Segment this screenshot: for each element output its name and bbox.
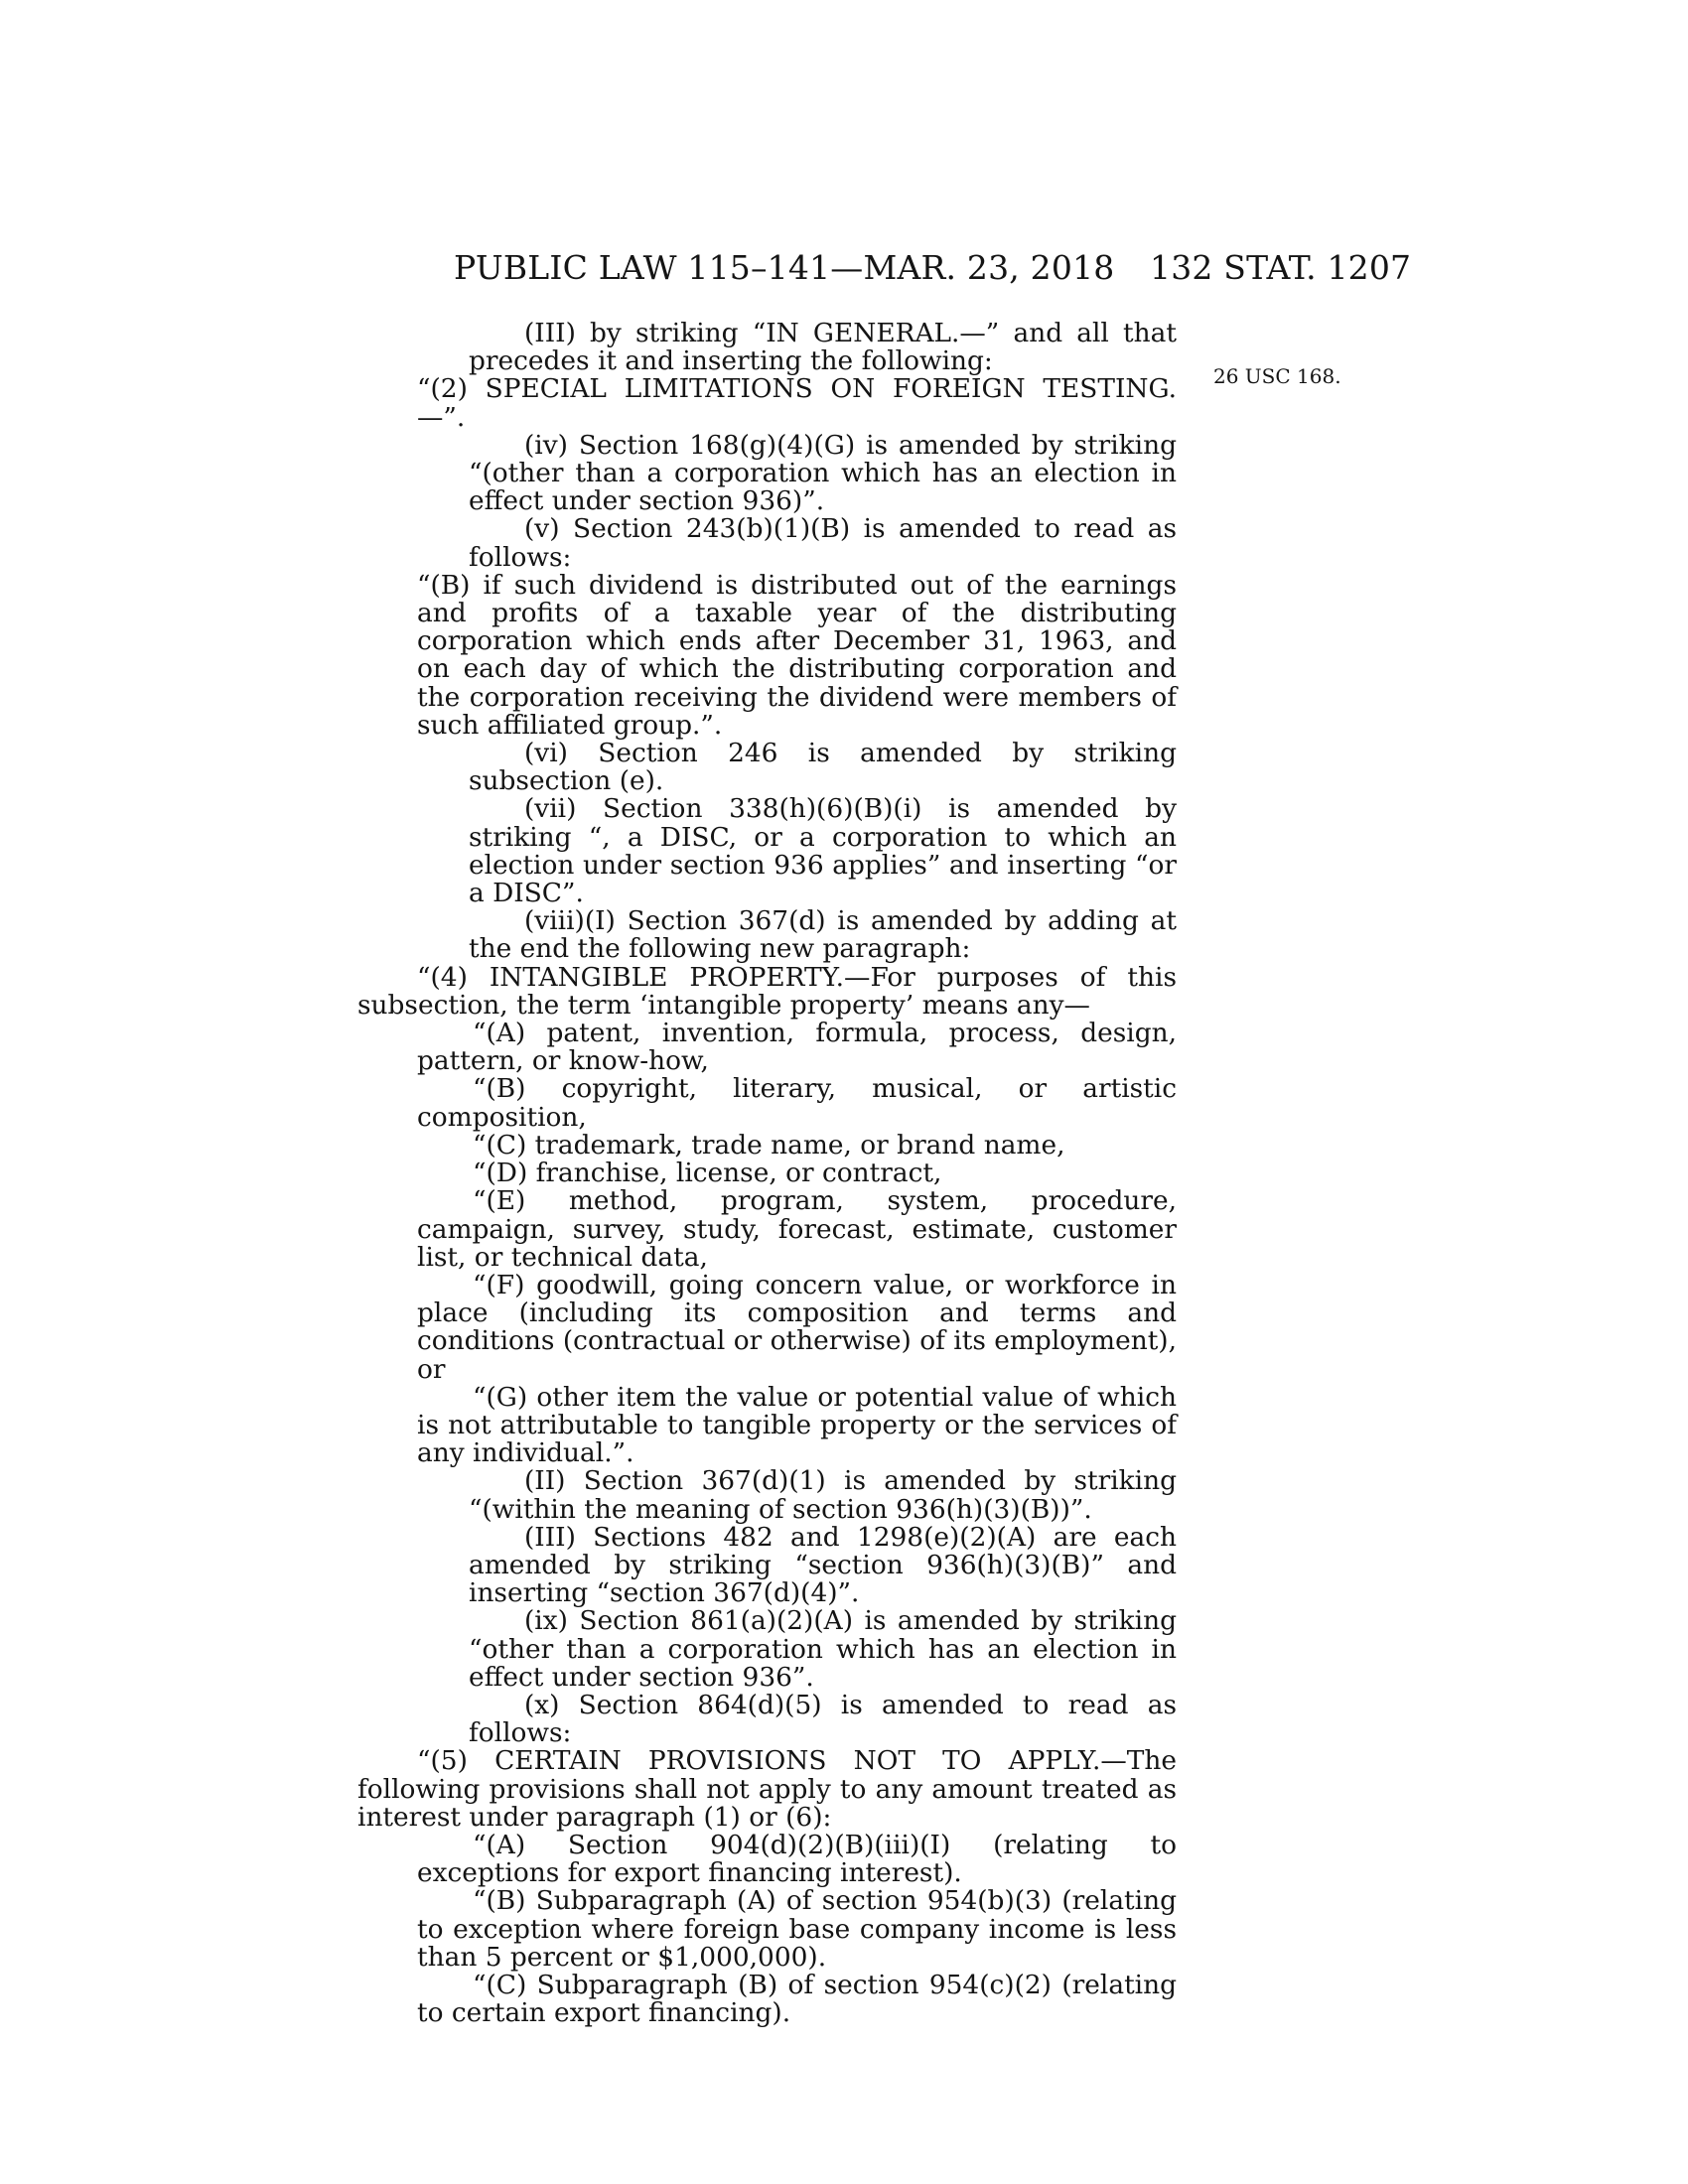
paragraph-p4: (v) Section 243(b)(1)(B) is amended to read as follows: bbox=[469, 513, 1177, 573]
paragraph-p13: “(D) franchise, license, or contract, bbox=[473, 1158, 942, 1189]
paragraph-p24: “(C) Subparagraph (B) of section 954(c)(2) (relating to certain export financing). bbox=[417, 1969, 1177, 2029]
paragraph-p11: “(B) copyright, literary, musical, or artistic composition, bbox=[417, 1073, 1177, 1133]
paragraph-p7: (vii) Section 338(h)(6)(B)(i) is amended by striking “, a DISC, or a corporation to which an election under section 936 applies” and inserting “or a DISC”. bbox=[469, 793, 1177, 909]
statute-body bbox=[357, 320, 1177, 2027]
paragraph-p3: (iv) Section 168(g)(4)(G) is amended by striking “(other than a corporation which has an election in effect under section 936)”. bbox=[469, 429, 1177, 517]
paragraph-p19: (ix) Section 861(a)(2)(A) is amended by striking “other than a corporation which has an election in effect under section 936”. bbox=[469, 1605, 1177, 1693]
running-header-page: 132 STAT. 1207 bbox=[1150, 248, 1412, 287]
paragraph-p21: “(5) CERTAIN PROVISIONS NOT TO APPLY.—The following provisions shall not apply to any amount treated as interest under paragraph (1) or (6): bbox=[357, 1745, 1177, 1833]
margin-citation: 26 USC 168. bbox=[1213, 364, 1341, 388]
running-header-title: PUBLIC LAW 115–141—MAR. 23, 2018 bbox=[454, 248, 1115, 287]
paragraph-p5: “(B) if such dividend is distributed out of the earnings and profits of a taxable year of the distributing corporation which ends after December 31, 1963, and on each day of which the distributing corporation and the corporation receiving the dividend were members of such affiliated group.”. bbox=[417, 569, 1177, 741]
paragraph-p9: “(4) INTANGIBLE PROPERTY.—For purposes of this subsection, the term ‘intangible property’ means any— bbox=[357, 961, 1177, 1021]
paragraph-p22: “(A) Section 904(d)(2)(B)(iii)(I) (relating to exceptions for export financing interest). bbox=[417, 1829, 1177, 1889]
paragraph-p15: “(F) goodwill, going concern value, or workforce in place (including its composition and terms and conditions (contractual or otherwise) of its employment), or bbox=[417, 1269, 1177, 1385]
paragraph-p16: “(G) other item the value or potential value of which is not attributable to tangible property or the services of any individual.”. bbox=[417, 1381, 1177, 1469]
paragraph-p6: (vi) Section 246 is amended by striking subsection (e). bbox=[469, 738, 1177, 797]
paragraph-p18: (III) Sections 482 and 1298(e)(2)(A) are each amended by striking “section 936(h)(3)(B)” and inserting “section 367(d)(4)”. bbox=[469, 1521, 1177, 1609]
paragraph-p20: (x) Section 864(d)(5) is amended to read as follows: bbox=[469, 1689, 1177, 1749]
paragraph-p8: (viii)(I) Section 367(d) is amended by adding at the end the following new paragraph: bbox=[469, 905, 1177, 965]
paragraph-p14: “(E) method, program, system, procedure, campaign, survey, study, forecast, estimate, customer list, or technical data, bbox=[417, 1185, 1177, 1273]
paragraph-p1: (III) by striking “IN GENERAL.—” and all that precedes it and inserting the following: bbox=[469, 318, 1177, 377]
paragraph-p10: “(A) patent, invention, formula, process, design, pattern, or know-how, bbox=[417, 1018, 1177, 1077]
paragraph-p2: “(2) SPECIAL LIMITATIONS ON FOREIGN TESTING.—”. bbox=[417, 373, 1177, 433]
paragraph-p17: (II) Section 367(d)(1) is amended by striking “(within the meaning of section 936(h)(3)(B))”. bbox=[469, 1465, 1177, 1525]
paragraph-p23: “(B) Subparagraph (A) of section 954(b)(3) (relating to exception where foreign base company income is less than 5 percent or $1,000,000). bbox=[417, 1885, 1177, 1973]
paragraph-p12: “(C) trademark, trade name, or brand name, bbox=[473, 1129, 1065, 1160]
